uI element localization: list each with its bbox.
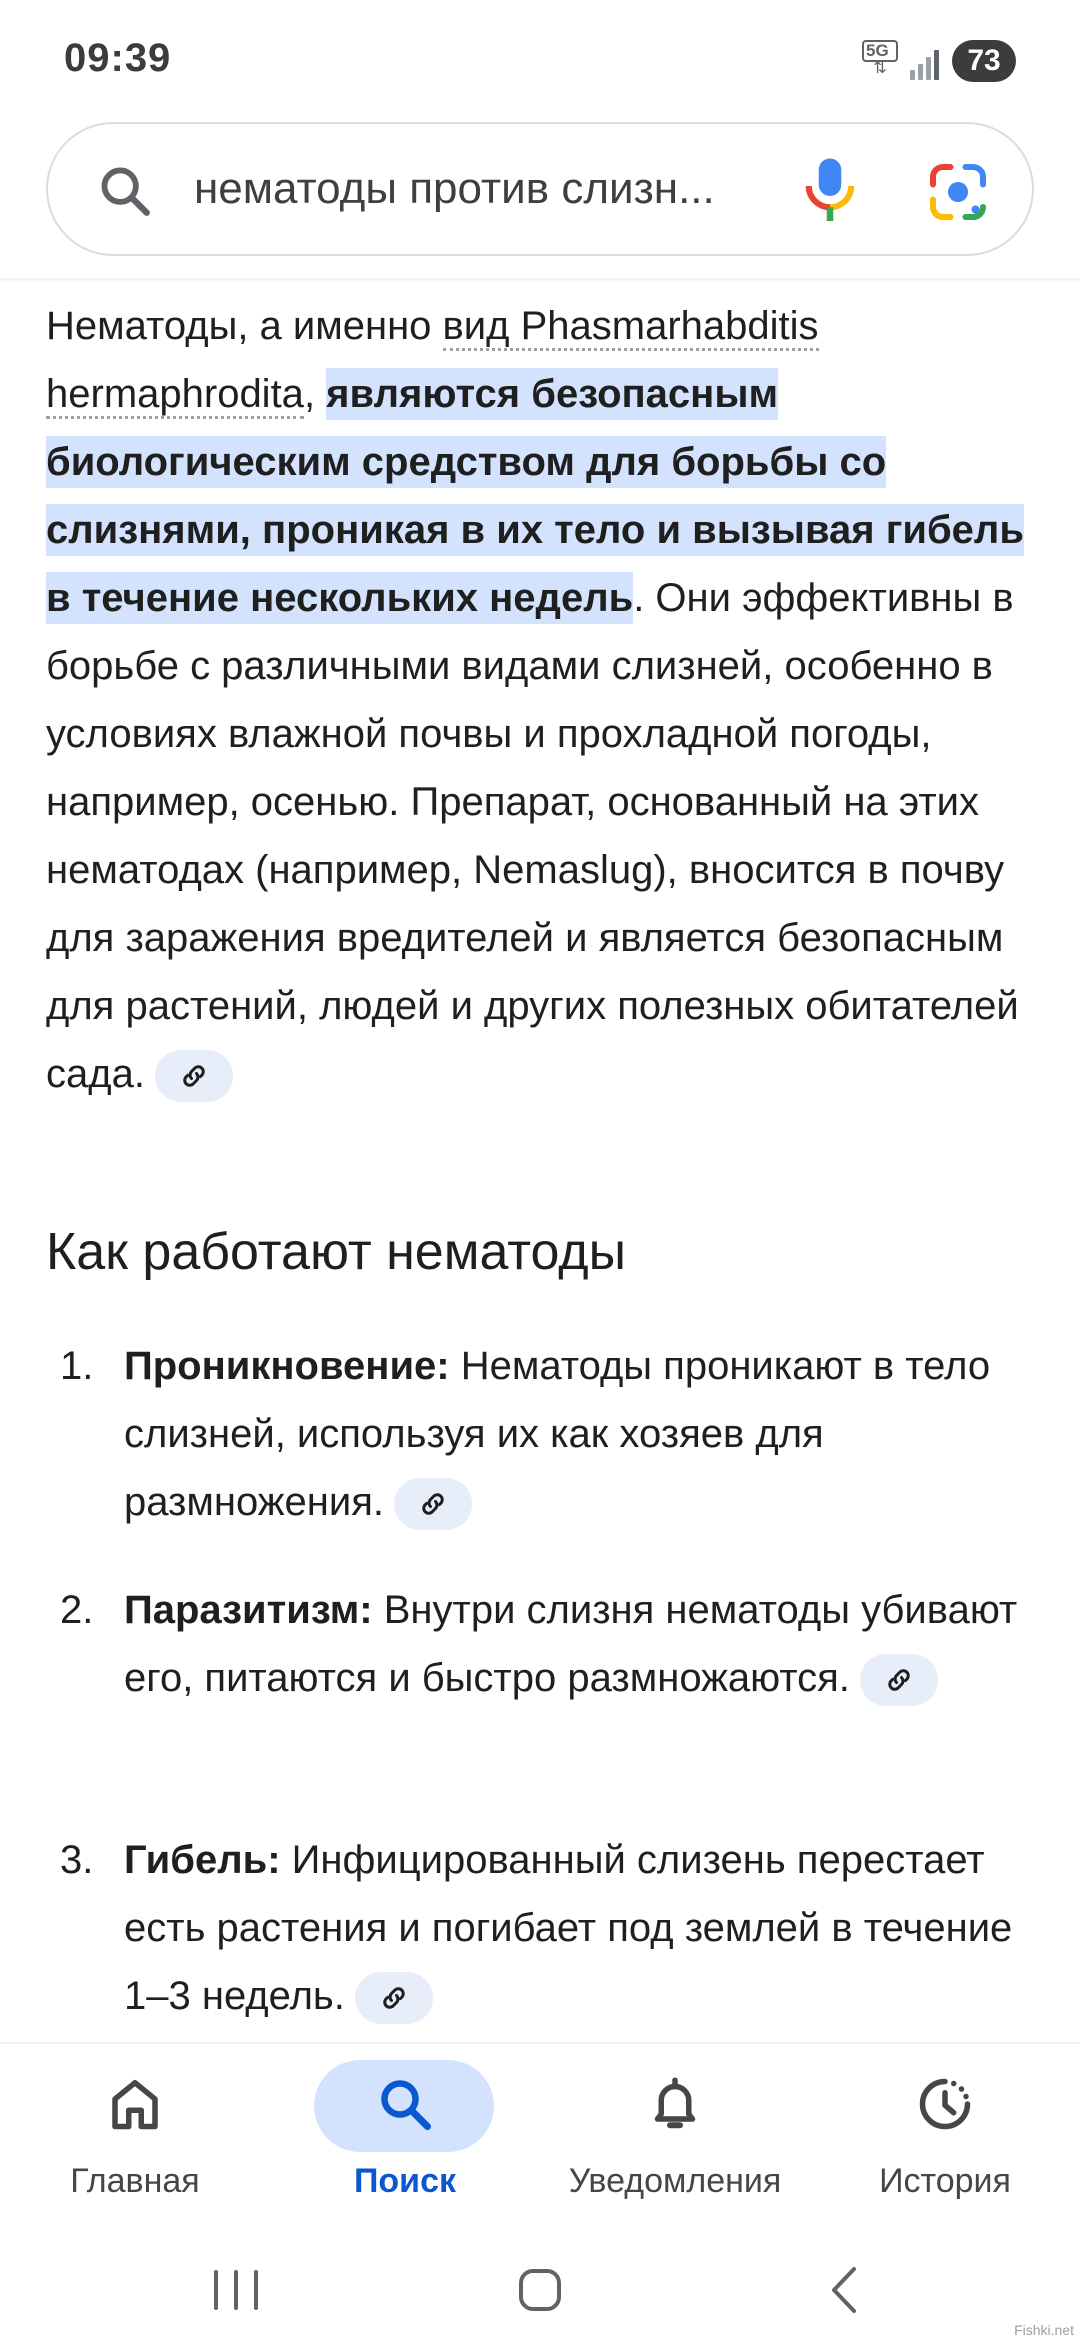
source-link-chip[interactable] (860, 1654, 938, 1706)
search-icon (96, 162, 154, 220)
list-title: Гибель: (124, 1838, 281, 1882)
search-icon (375, 2072, 435, 2136)
list-number: 3. (60, 1838, 94, 1882)
nav-item-search[interactable] (270, 2044, 540, 2244)
list-body: Нематоды проникают в тело слизней, используя их как хозяев для размножения. (124, 1344, 991, 1524)
list-text (124, 1576, 1044, 1712)
list-item (46, 1826, 1046, 2036)
bottom-navigation (0, 2042, 1080, 2242)
network-5g-icon: 5G ⇅ (862, 40, 898, 80)
nav-label: Поиск (353, 2162, 457, 2200)
answer-text: Нематоды, а именно (46, 304, 443, 348)
signal-icon (908, 44, 944, 80)
status-time: 09:39 (64, 36, 172, 80)
nav-item-home[interactable] (0, 2044, 270, 2244)
back-icon[interactable] (784, 2242, 904, 2340)
microphone-icon[interactable] (800, 156, 860, 226)
status-bar (0, 0, 1080, 120)
watermark: Fishki.net (1014, 2322, 1074, 2338)
nav-label: История (879, 2162, 1011, 2200)
home-icon (105, 2072, 165, 2136)
nav-label: Главная (70, 2162, 200, 2200)
list-text (124, 1332, 1044, 1536)
source-link-chip[interactable] (355, 1972, 433, 2024)
history-icon (915, 2072, 975, 2136)
list-body: Инфицированный слизень перестает есть растения и погибает под землей в течение 1–3 недель. (124, 1838, 1013, 2018)
list-title: Проникновение: (124, 1344, 450, 1388)
ai-answer (46, 292, 1046, 1108)
list-item (46, 1576, 1046, 1726)
answer-paragraph (46, 292, 1046, 1108)
search-bar[interactable] (46, 122, 1034, 256)
list-text (124, 1826, 1044, 2030)
link-icon (418, 1489, 448, 1519)
answer-text: . Они эффективны в борьбе с различными видами слизней, особенно в условиях влажной почвы и прохладной погоды, например, осенью. Препарат, основанный на этих нематодах (например, Nemaslug), вносится в почву для заражения вредителей и является безопасным для растений, людей и других полезных обитателей сада. (46, 576, 1019, 1096)
highlighted-text: являются безопасным биологическим средством для борьбы со слизнями, проникая в их тело и вызывая гибель в течение нескольких недель (46, 368, 1024, 624)
source-link-chip[interactable] (155, 1050, 233, 1102)
nav-item-history[interactable] (810, 2044, 1080, 2244)
bell-icon (645, 2072, 705, 2136)
answer-text: , (303, 372, 327, 416)
list-number: 2. (60, 1588, 94, 1632)
home-button-icon[interactable] (480, 2242, 600, 2340)
recent-apps-icon[interactable] (176, 2242, 296, 2340)
link-icon (379, 1983, 409, 2013)
list-item (46, 1332, 1046, 1532)
list-number: 1. (60, 1344, 94, 1388)
list-title: Паразитизм: (124, 1588, 373, 1632)
link-icon (179, 1061, 209, 1091)
battery-level: 73 (952, 40, 1016, 82)
divider (0, 278, 1080, 282)
link-icon (884, 1665, 914, 1695)
list-body: Внутри слизня нематоды убивают его, питаются и быстро размножаются. (124, 1588, 1018, 1700)
source-link-chip[interactable] (394, 1478, 472, 1530)
nav-item-notifications[interactable] (540, 2044, 810, 2244)
system-navigation-bar (0, 2242, 1080, 2340)
nav-label: Уведомления (568, 2162, 782, 2200)
term-link[interactable]: вид Phasmarhabditis hermaphrodita (46, 304, 819, 419)
search-input[interactable]: нематоды против слизн... (194, 164, 715, 213)
section-heading: Как работают нематоды (46, 1223, 626, 1281)
google-lens-icon[interactable] (928, 162, 988, 222)
